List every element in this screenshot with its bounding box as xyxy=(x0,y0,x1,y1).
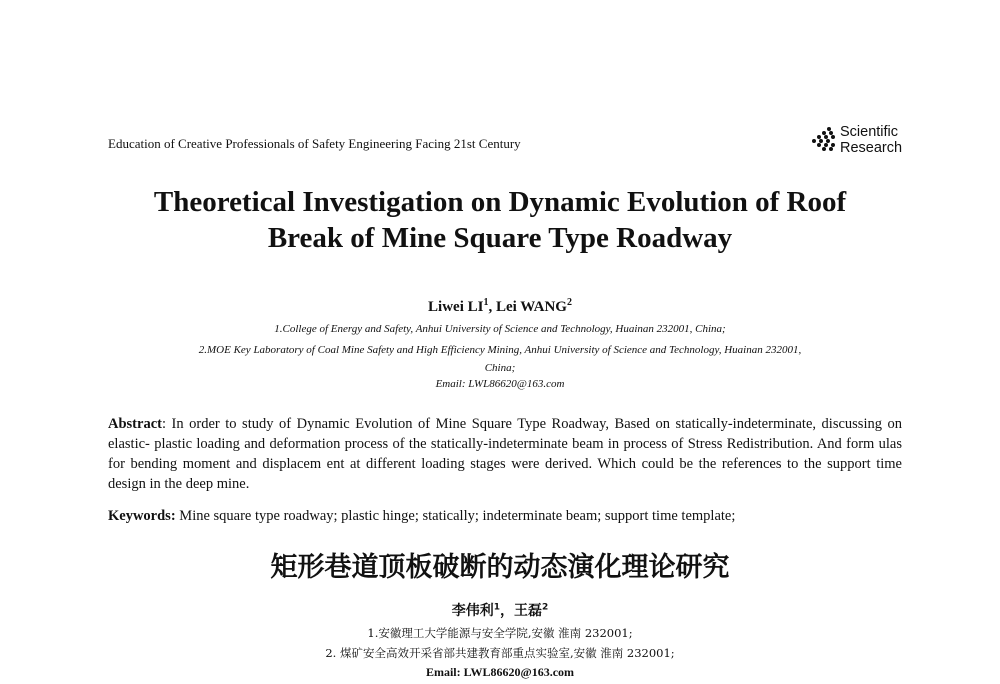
title-line-2: Break of Mine Square Type Roadway xyxy=(267,222,733,254)
author-1: Liwei LI xyxy=(428,299,484,315)
conference-header: Education of Creative Professionals of Safety Engineering Facing 21st Century xyxy=(108,136,521,151)
chinese-title: 矩形巷道顶板破断的动态演化理论研究 xyxy=(270,552,730,583)
chinese-email: Email: LWL86620@163.com xyxy=(425,665,575,679)
paper-title xyxy=(0,184,1000,256)
chinese-author-separator: ， xyxy=(500,603,514,619)
affiliation-2: 2.MOE Key Laboratory of Coal Mine Safety and High Efficiency Mining, Anhui University of Science and Technology, Huainan 232001, xyxy=(198,344,802,356)
author-2: Lei WANG xyxy=(495,299,567,315)
title-line-1: Theoretical Investigation on Dynamic Evolution of Roof xyxy=(153,186,847,218)
chinese-affiliation-1: 1.安徽理工大学能源与安全学院,安徽 淮南 232001; xyxy=(367,626,633,640)
abstract xyxy=(108,414,902,494)
chinese-author-2: 王磊 xyxy=(514,603,542,619)
author-separator: , xyxy=(488,299,496,315)
scientific-research-dots-icon xyxy=(808,126,838,154)
abstract-text: : In order to study of Dynamic Evolution of Mine Square Type Roadway, Based on statically-indeterminate, discussing on elastic- plastic loading and deformation process of the statically-indeterminate beam in process of Stress Redistribution. And form ulas for bending moment and displacem ent at different loading stages were derived. Which could be the references to the support time design in the deep mine. xyxy=(108,416,902,492)
affiliation-1: 1.College of Energy and Safety, Anhui University of Science and Technology, Huainan 232001, China; xyxy=(274,323,726,335)
chinese-author-2-mark: 2 xyxy=(542,602,549,613)
author-list xyxy=(0,297,1000,316)
affiliation-2-continued: China; xyxy=(484,362,516,374)
author-email: Email: LWL86620@163.com xyxy=(435,378,565,390)
publisher-logo xyxy=(808,124,908,158)
logo-line-2: Research xyxy=(840,140,903,156)
chinese-author-1-mark: 1 xyxy=(493,602,500,613)
logo-line-1: Scientific xyxy=(840,124,899,140)
author-1-affiliation-mark: 1 xyxy=(483,297,489,308)
keywords-text: Mine square type roadway; plastic hinge; statically; indeterminate beam; support time template; xyxy=(175,508,736,524)
logo-text xyxy=(840,124,902,156)
chinese-author-1: 李伟利 xyxy=(451,603,494,619)
abstract-label: Abstract xyxy=(108,416,162,432)
keywords-label: Keywords: xyxy=(108,508,176,524)
chinese-author-list xyxy=(0,600,1000,620)
keywords xyxy=(108,506,902,526)
author-2-affiliation-mark: 2 xyxy=(566,297,572,308)
chinese-affiliation-2: 2. 煤矿安全高效开采省部共建教育部重点实验室,安徽 淮南 232001; xyxy=(325,646,675,660)
